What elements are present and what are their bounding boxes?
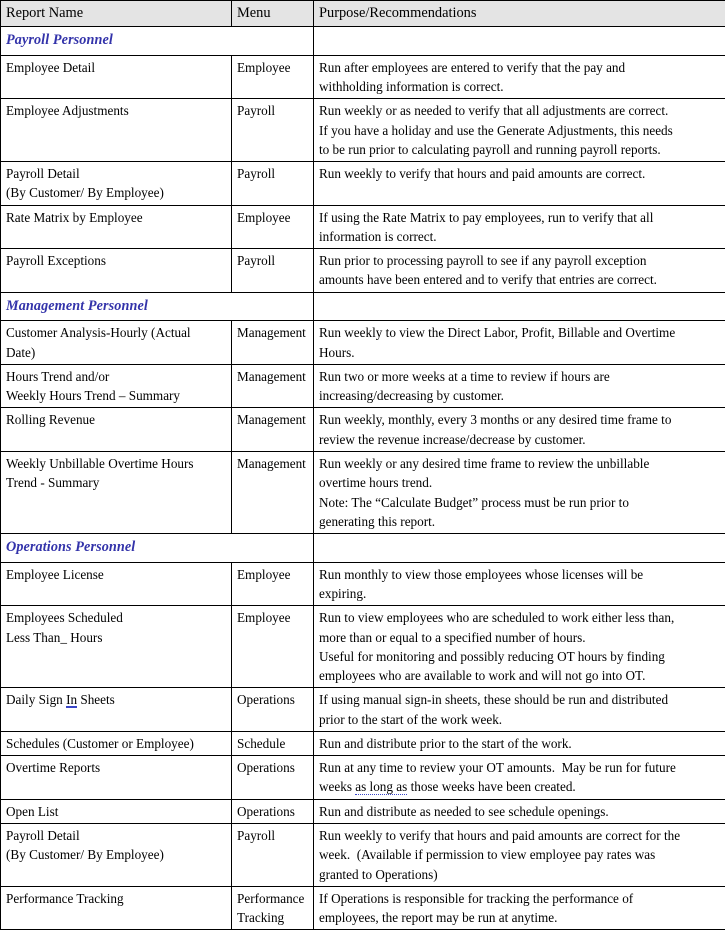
column-header-purpose: Purpose/Recommendations xyxy=(314,1,725,27)
report-name-line: Rate Matrix by Employee xyxy=(6,208,227,227)
purpose-cell xyxy=(314,205,725,249)
purpose-line: If Operations is responsible for tracking the performance of xyxy=(319,889,721,908)
purpose-cell xyxy=(314,249,725,293)
purpose-cell xyxy=(314,364,725,408)
report-name-cell xyxy=(1,688,232,732)
purpose-line: more than or equal to a specified number of hours. xyxy=(319,628,721,647)
menu-line: Management xyxy=(237,367,309,386)
purpose-cell xyxy=(314,55,725,99)
menu-cell xyxy=(232,162,314,206)
menu-cell xyxy=(232,249,314,293)
purpose-cell xyxy=(314,321,725,365)
purpose-line: Run after employees are entered to verify that the pay and xyxy=(319,58,721,77)
purpose-line: Run weekly or any desired time frame to review the unbillable xyxy=(319,454,721,473)
purpose-line: If using the Rate Matrix to pay employees, run to verify that all xyxy=(319,208,721,227)
section-header-label: Payroll Personnel xyxy=(1,27,314,56)
report-name-line: Weekly Unbillable Overtime Hours xyxy=(6,454,227,473)
purpose-line: prior to the start of the work week. xyxy=(319,710,721,729)
purpose-line: Run weekly to verify that hours and paid amounts are correct for the xyxy=(319,826,721,845)
report-name-line: Employees Scheduled xyxy=(6,608,227,627)
purpose-line: increasing/decreasing by customer. xyxy=(319,386,721,405)
section-header-label: Management Personnel xyxy=(1,292,314,321)
purpose-line: Run prior to processing payroll to see if any payroll exception xyxy=(319,251,721,270)
menu-cell xyxy=(232,731,314,755)
table-row xyxy=(1,824,725,887)
report-name-line: Hours Trend and/or xyxy=(6,367,227,386)
report-name-line: Open List xyxy=(6,802,227,821)
report-name-cell xyxy=(1,756,232,800)
menu-cell xyxy=(232,55,314,99)
purpose-line: to be run prior to calculating payroll and running payroll reports. xyxy=(319,140,721,159)
purpose-cell xyxy=(314,562,725,606)
purpose-line: If you have a holiday and use the Generate Adjustments, this needs xyxy=(319,121,721,140)
purpose-cell xyxy=(314,162,725,206)
report-name-line: Employee Adjustments xyxy=(6,101,227,120)
report-name-line: Rolling Revenue xyxy=(6,410,227,429)
purpose-line: Run weekly, monthly, every 3 months or any desired time frame to xyxy=(319,410,721,429)
table-header-row xyxy=(1,1,725,27)
menu-line: Payroll xyxy=(237,826,309,845)
purpose-line: overtime hours trend. xyxy=(319,473,721,492)
purpose-line: Run monthly to view those employees whose licenses will be xyxy=(319,565,721,584)
menu-line: Management xyxy=(237,454,309,473)
purpose-line: If using manual sign-in sheets, these should be run and distributed xyxy=(319,690,721,709)
report-name-cell xyxy=(1,162,232,206)
menu-cell xyxy=(232,886,314,930)
report-name-line: Payroll Exceptions xyxy=(6,251,227,270)
menu-cell xyxy=(232,688,314,732)
purpose-cell xyxy=(314,824,725,887)
purpose-line: expiring. xyxy=(319,584,721,603)
section-header-spacer xyxy=(314,292,725,321)
purpose-cell xyxy=(314,731,725,755)
purpose-line: granted to Operations) xyxy=(319,865,721,884)
menu-cell xyxy=(232,606,314,688)
purpose-cell xyxy=(314,99,725,162)
report-name-cell xyxy=(1,886,232,930)
menu-line: Payroll xyxy=(237,164,309,183)
purpose-line: Run weekly to verify that hours and paid amounts are correct. xyxy=(319,164,721,183)
menu-cell xyxy=(232,799,314,823)
purpose-line: Run two or more weeks at a time to review if hours are xyxy=(319,367,721,386)
menu-line: Management xyxy=(237,323,309,342)
report-name-line: Performance Tracking xyxy=(6,889,227,908)
menu-cell xyxy=(232,562,314,606)
report-name-cell xyxy=(1,321,232,365)
purpose-line: Run to view employees who are scheduled to work either less than, xyxy=(319,608,721,627)
purpose-line: employees, the report may be run at anytime. xyxy=(319,908,721,927)
table-row xyxy=(1,162,725,206)
report-name-cell xyxy=(1,364,232,408)
purpose-line: employees who are available to work and will not go into OT. xyxy=(319,666,721,685)
menu-line: Operations xyxy=(237,802,309,821)
report-name-cell xyxy=(1,799,232,823)
report-name-line: Overtime Reports xyxy=(6,758,227,777)
menu-line: Schedule xyxy=(237,734,309,753)
purpose-line: week. (Available if permission to view employee pay rates was xyxy=(319,845,721,864)
table-row xyxy=(1,55,725,99)
report-name-line: Payroll Detail xyxy=(6,164,227,183)
purpose-line: generating this report. xyxy=(319,512,721,531)
purpose-cell xyxy=(314,452,725,534)
menu-line: Employee xyxy=(237,565,309,584)
table-header xyxy=(1,1,725,27)
report-name-line: (By Customer/ By Employee) xyxy=(6,183,227,202)
purpose-line: Run at any time to review your OT amounts. May be run for future xyxy=(319,758,721,777)
report-name-cell xyxy=(1,452,232,534)
report-name-line: Weekly Hours Trend – Summary xyxy=(6,386,227,405)
purpose-line: Run and distribute prior to the start of the work. xyxy=(319,734,721,753)
menu-line: Operations xyxy=(237,690,309,709)
purpose-cell xyxy=(314,688,725,732)
table-row xyxy=(1,249,725,293)
menu-cell xyxy=(232,364,314,408)
menu-cell xyxy=(232,408,314,452)
purpose-line: withholding information is correct. xyxy=(319,77,721,96)
section-header-row xyxy=(1,27,725,56)
table-row xyxy=(1,886,725,930)
section-header-row xyxy=(1,292,725,321)
grammar-mark: as long as xyxy=(355,779,407,795)
report-name-cell xyxy=(1,408,232,452)
purpose-line: Hours. xyxy=(319,343,721,362)
menu-line: Payroll xyxy=(237,251,309,270)
report-name-cell xyxy=(1,99,232,162)
report-name-line: Daily Sign In Sheets xyxy=(6,690,227,709)
report-name-cell xyxy=(1,205,232,249)
table-row xyxy=(1,364,725,408)
menu-line: Operations xyxy=(237,758,309,777)
report-name-cell xyxy=(1,55,232,99)
purpose-line: Run and distribute as needed to see schedule openings. xyxy=(319,802,721,821)
table-row xyxy=(1,452,725,534)
table-row xyxy=(1,205,725,249)
purpose-line: Run weekly to view the Direct Labor, Profit, Billable and Overtime xyxy=(319,323,721,342)
menu-line: Tracking xyxy=(237,908,309,927)
report-name-line: Trend - Summary xyxy=(6,473,227,492)
section-header-row xyxy=(1,534,725,563)
menu-line: Employee xyxy=(237,208,309,227)
report-name-cell xyxy=(1,562,232,606)
table-row xyxy=(1,99,725,162)
section-header-label: Operations Personnel xyxy=(1,534,314,563)
column-header-report-name: Report Name xyxy=(1,1,232,27)
report-name-line: (By Customer/ By Employee) xyxy=(6,845,227,864)
table-row xyxy=(1,408,725,452)
purpose-line: Useful for monitoring and possibly reducing OT hours by finding xyxy=(319,647,721,666)
menu-line: Employee xyxy=(237,608,309,627)
report-name-line: Payroll Detail xyxy=(6,826,227,845)
menu-line: Management xyxy=(237,410,309,429)
table-row xyxy=(1,799,725,823)
grammar-mark: In xyxy=(66,692,77,708)
table-row xyxy=(1,562,725,606)
menu-line: Payroll xyxy=(237,101,309,120)
table-row xyxy=(1,756,725,800)
table-row xyxy=(1,688,725,732)
report-name-cell xyxy=(1,249,232,293)
section-header-spacer xyxy=(314,534,725,563)
purpose-line: Run weekly or as needed to verify that all adjustments are correct. xyxy=(319,101,721,120)
report-name-line: Employee License xyxy=(6,565,227,584)
report-name-line: Customer Analysis-Hourly (Actual xyxy=(6,323,227,342)
purpose-cell xyxy=(314,756,725,800)
table-row xyxy=(1,321,725,365)
report-name-line: Date) xyxy=(6,343,227,362)
purpose-line: Note: The “Calculate Budget” process must be run prior to xyxy=(319,493,721,512)
report-name-cell xyxy=(1,731,232,755)
menu-cell xyxy=(232,824,314,887)
purpose-cell xyxy=(314,408,725,452)
menu-cell xyxy=(232,756,314,800)
report-name-line: Less Than_ Hours xyxy=(6,628,227,647)
menu-cell xyxy=(232,99,314,162)
column-header-menu: Menu xyxy=(232,1,314,27)
purpose-line: weeks as long as those weeks have been created. xyxy=(319,777,721,796)
purpose-cell xyxy=(314,799,725,823)
purpose-line: information is correct. xyxy=(319,227,721,246)
report-name-cell xyxy=(1,824,232,887)
report-name-cell xyxy=(1,606,232,688)
section-header-spacer xyxy=(314,27,725,56)
table-body xyxy=(1,27,725,930)
purpose-line: review the revenue increase/decrease by customer. xyxy=(319,430,721,449)
menu-line: Employee xyxy=(237,58,309,77)
table-row xyxy=(1,731,725,755)
menu-cell xyxy=(232,321,314,365)
purpose-cell xyxy=(314,886,725,930)
purpose-cell xyxy=(314,606,725,688)
menu-cell xyxy=(232,205,314,249)
menu-cell xyxy=(232,452,314,534)
report-name-line: Employee Detail xyxy=(6,58,227,77)
report-name-line: Schedules (Customer or Employee) xyxy=(6,734,227,753)
table-row xyxy=(1,606,725,688)
menu-line: Performance xyxy=(237,889,309,908)
purpose-line: amounts have been entered and to verify that entries are correct. xyxy=(319,270,721,289)
